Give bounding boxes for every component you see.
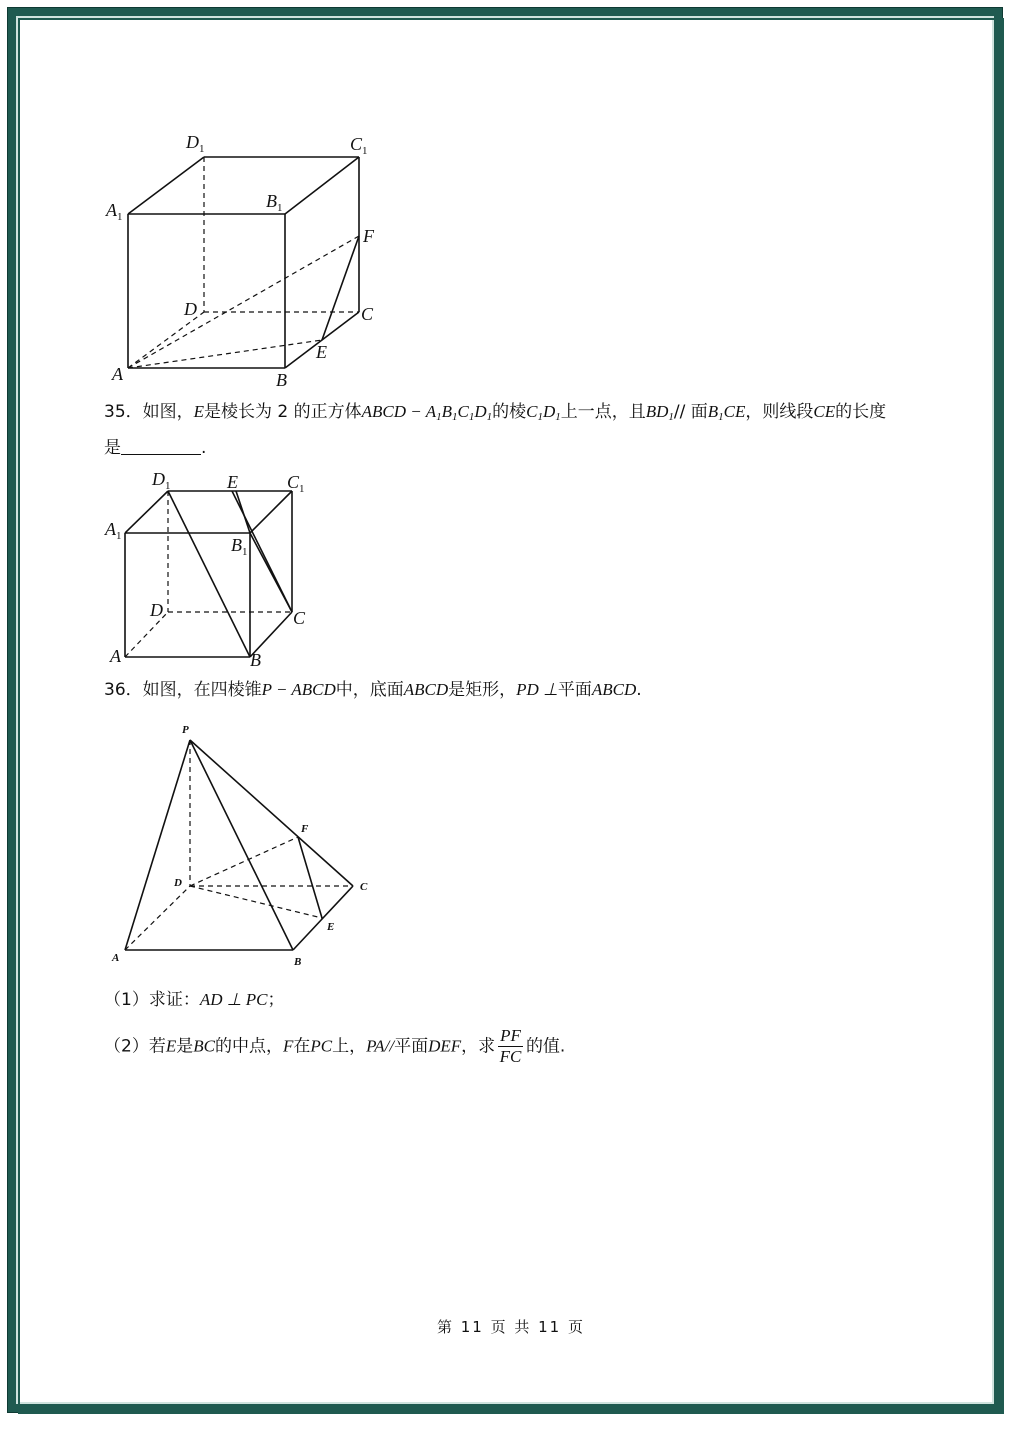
fig3-label-e: E bbox=[327, 921, 335, 933]
fig1-label-b1: $B_1$ bbox=[266, 191, 283, 214]
fig1-label-c1: $C_1$ bbox=[350, 134, 368, 157]
fig3-label-p: P bbox=[182, 724, 189, 736]
fig1-label-f: F bbox=[363, 226, 374, 246]
fig2-label-a: A bbox=[110, 646, 121, 666]
fig1-label-a1: $A_1$ bbox=[106, 200, 123, 223]
fraction-pf-fc: $\frac{PF}{FC}$ bbox=[499, 1026, 522, 1066]
question-35-cont: 是 . bbox=[104, 438, 207, 458]
question-36: 36．如图，在四棱锥P − ABCD中，底面ABCD是矩形，PD ⊥平面ABCD. bbox=[104, 680, 642, 700]
fig3-label-c: C bbox=[360, 881, 368, 893]
fig2-label-d1: $D_1$ bbox=[152, 469, 171, 492]
answer-blank[interactable] bbox=[121, 436, 201, 455]
fig3-label-d: D bbox=[174, 877, 182, 889]
fig1-label-c: C bbox=[361, 304, 374, 324]
fig2-label-c1: $C_1$ bbox=[287, 472, 305, 495]
fig2-label-d: D bbox=[150, 600, 163, 620]
fig2-label-c: C bbox=[293, 608, 306, 628]
fig3-label-f: F bbox=[301, 823, 309, 835]
fig3-label-a: A bbox=[112, 952, 120, 964]
fig2-label-b1: $B_1$ bbox=[231, 535, 248, 558]
fig2-label-b: B bbox=[250, 650, 261, 670]
fig2-label-a1: $A_1$ bbox=[105, 519, 122, 542]
fig3-label-b: B bbox=[294, 956, 302, 968]
fig1-label-a: A bbox=[112, 364, 123, 384]
fig1-label-d: D bbox=[184, 299, 197, 319]
fig2-label-e: E bbox=[227, 472, 238, 492]
question-36-part2: （2）若E是BC的中点，F在PC上，PA//平面DEF，求 $\frac{PF}{FC}$ 的值. bbox=[104, 1026, 566, 1066]
page-footer: 第 11 页 共 11 页 bbox=[436, 1318, 585, 1336]
question-36-part1: （1）求证：AD ⊥ PC； bbox=[104, 990, 285, 1010]
fig1-label-b: B bbox=[276, 370, 287, 390]
fig1-label-d1: $D_1$ bbox=[186, 132, 205, 155]
fig1-label-e: E bbox=[316, 342, 327, 362]
question-35: 35．如图，E是棱长为 2 的正方体ABCD − A1B1C1D1的棱C1D1上一点，且BD1// 面B1CE，则线段CE的长度 bbox=[104, 402, 887, 423]
